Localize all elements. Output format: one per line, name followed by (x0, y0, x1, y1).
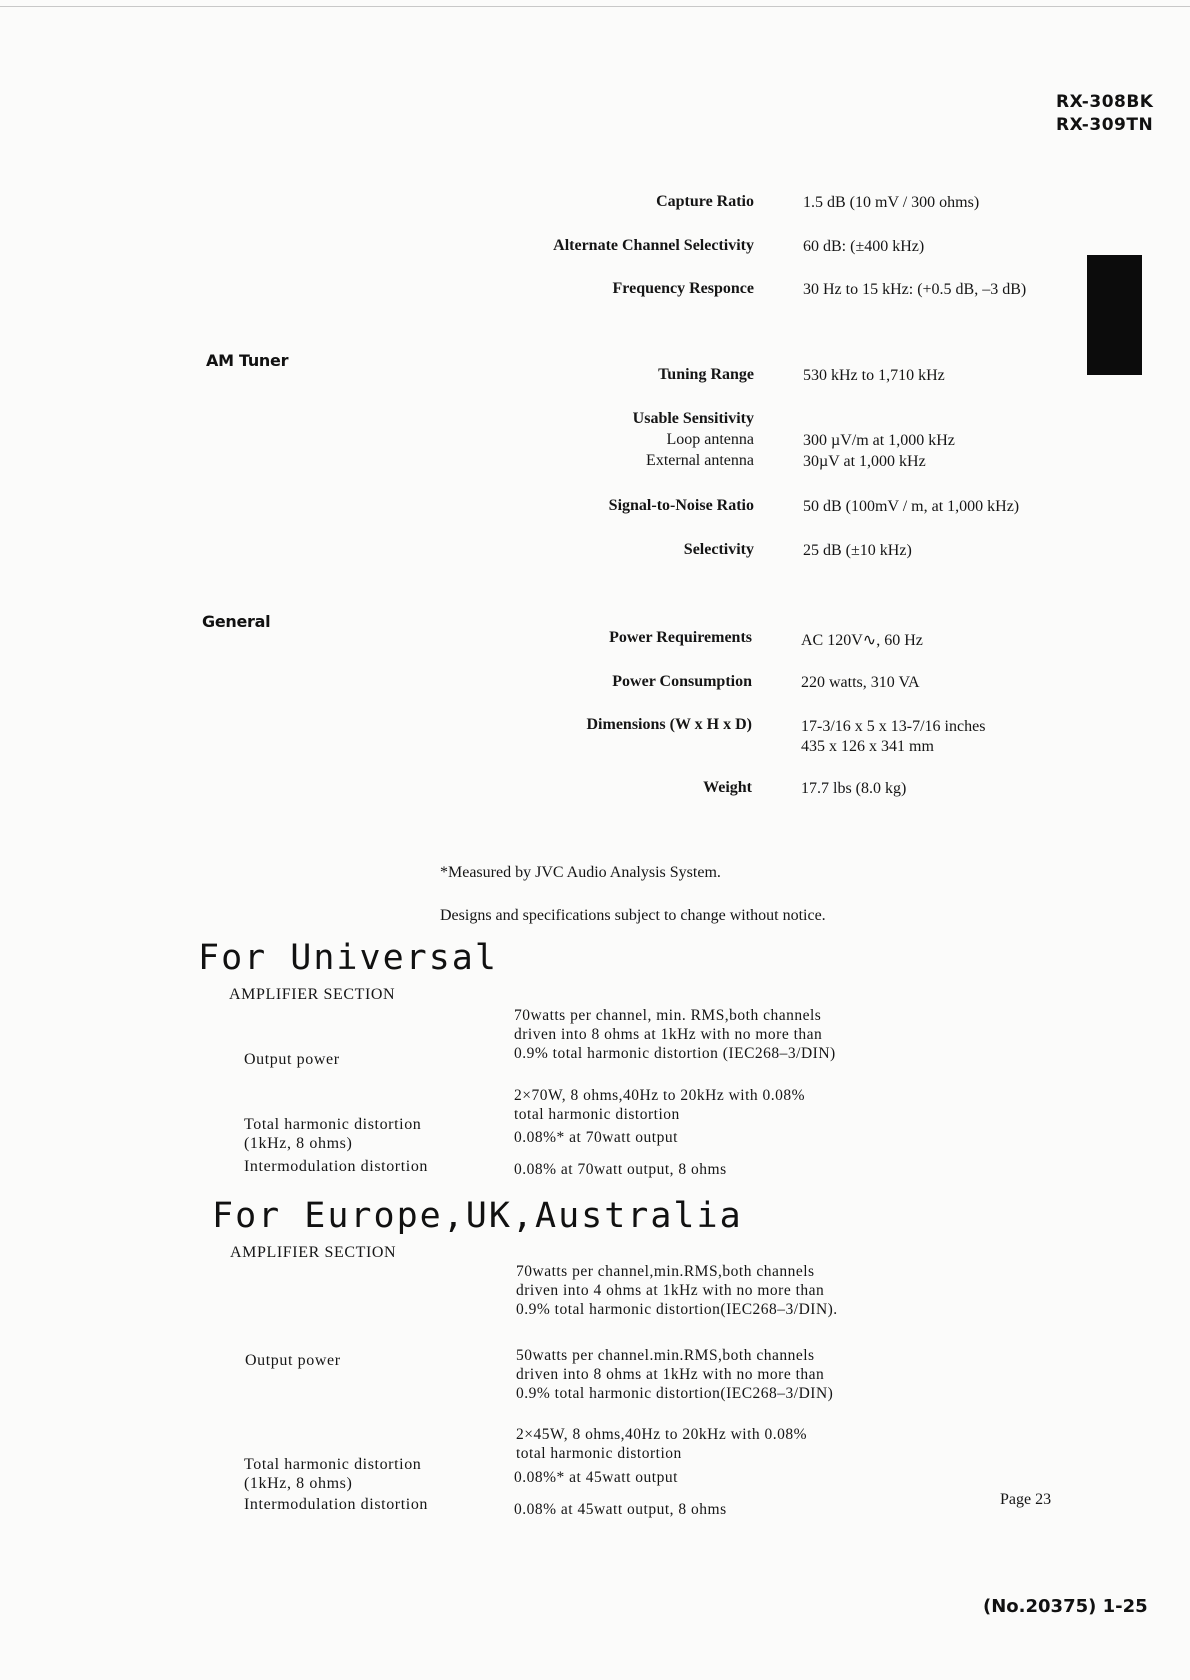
europe-op-b-line-3: 0.9% total harmonic distortion(IEC268–3/DIN) (516, 1385, 834, 1402)
universal-thd-condition: (1kHz, 8 ohms) (244, 1135, 353, 1152)
universal-output-power-label: Output power (244, 1051, 340, 1068)
europe-op-c-line-2: total harmonic distortion (516, 1445, 682, 1462)
section-tab-marker (1087, 255, 1142, 375)
europe-op-a-line-2: driven into 4 ohms at 1kHz with no more than (516, 1282, 825, 1299)
model-number-2: RX-309TN (1056, 115, 1154, 135)
page-number: Page 23 (1000, 1491, 1052, 1508)
model-number-1: RX-308BK (1056, 92, 1154, 112)
europe-thd-condition: (1kHz, 8 ohms) (244, 1475, 353, 1492)
selectivity-label: Selectivity (683, 541, 754, 558)
europe-thd-label: Total harmonic distortion (244, 1456, 422, 1473)
external-antenna-label: External antenna (646, 452, 754, 469)
designs-note: Designs and specifications subject to change without notice. (440, 907, 826, 924)
top-scan-line (0, 6, 1190, 7)
power-consumption-label: Power Consumption (612, 673, 752, 690)
europe-output-power-label: Output power (245, 1352, 341, 1369)
alt-channel-selectivity-label: Alternate Channel Selectivity (553, 237, 754, 254)
document-number: (No.20375) 1-25 (983, 1596, 1148, 1617)
power-consumption-value: 220 watts, 310 VA (801, 674, 920, 691)
universal-op-line-1: 70watts per channel, min. RMS,both channels (514, 1007, 822, 1024)
alt-channel-selectivity-value: 60 dB: (±400 kHz) (803, 238, 925, 255)
universal-op-line-3: 0.9% total harmonic distortion (IEC268–3/DIN) (514, 1045, 836, 1062)
weight-value: 17.7 lbs (8.0 kg) (801, 780, 907, 797)
universal-thd-label: Total harmonic distortion (244, 1116, 422, 1133)
dimensions-value-mm: 435 x 126 x 341 mm (801, 738, 934, 755)
loop-antenna-value: 300 µV/m at 1,000 kHz (803, 432, 955, 449)
universal-heading: For Universal (198, 938, 498, 978)
tuning-range-label: Tuning Range (658, 366, 754, 383)
weight-label: Weight (703, 779, 752, 796)
europe-op-c-line-1: 2×45W, 8 ohms,40Hz to 20kHz with 0.08% (516, 1426, 808, 1443)
universal-imd-label: Intermodulation distortion (244, 1158, 429, 1175)
frequency-response-value: 30 Hz to 15 kHz: (+0.5 dB, –3 dB) (803, 281, 1027, 298)
universal-op2-line-2: total harmonic distortion (514, 1106, 680, 1123)
power-requirements-label: Power Requirements (609, 629, 752, 646)
europe-op-a-line-1: 70watts per channel,min.RMS,both channels (516, 1263, 815, 1280)
universal-op2-line-1: 2×70W, 8 ohms,40Hz to 20kHz with 0.08% (514, 1087, 806, 1104)
universal-output-power-spec-2 (514, 1086, 805, 1124)
general-heading: General (202, 612, 271, 631)
usable-sensitivity-label: Usable Sensitivity (632, 410, 754, 427)
capture-ratio-label: Capture Ratio (656, 193, 754, 210)
europe-output-power-spec-8ohm (516, 1346, 833, 1403)
universal-thd-value: 0.08%* at 70watt output (514, 1129, 678, 1146)
dimensions-value-inches: 17-3/16 x 5 x 13-7/16 inches (801, 718, 986, 735)
europe-op-b-line-2: driven into 8 ohms at 1kHz with no more than (516, 1366, 825, 1383)
am-tuner-heading: AM Tuner (206, 351, 289, 370)
loop-antenna-label: Loop antenna (666, 431, 754, 448)
europe-thd-value: 0.08%* at 45watt output (514, 1469, 678, 1486)
europe-op-b-line-1: 50watts per channel.min.RMS,both channels (516, 1347, 815, 1364)
selectivity-value: 25 dB (±10 kHz) (803, 542, 912, 559)
europe-amplifier-section: AMPLIFIER SECTION (230, 1244, 397, 1261)
frequency-response-label: Frequency Responce (612, 280, 754, 297)
europe-imd-label: Intermodulation distortion (244, 1496, 429, 1513)
snr-label: Signal-to-Noise Ratio (608, 497, 754, 514)
capture-ratio-value: 1.5 dB (10 mV / 300 ohms) (803, 194, 980, 211)
europe-output-power-spec-2x45 (516, 1425, 807, 1463)
universal-output-power-spec (514, 1006, 836, 1063)
external-antenna-value: 30µV at 1,000 kHz (803, 453, 926, 470)
universal-amplifier-section: AMPLIFIER SECTION (229, 986, 396, 1003)
dimensions-label: Dimensions (W x H x D) (586, 716, 752, 733)
universal-imd-value: 0.08% at 70watt output, 8 ohms (514, 1161, 727, 1178)
europe-imd-value: 0.08% at 45watt output, 8 ohms (514, 1501, 727, 1518)
power-requirements-value: AC 120V∿, 60 Hz (801, 632, 923, 649)
tuning-range-value: 530 kHz to 1,710 kHz (803, 367, 945, 384)
measured-note: *Measured by JVC Audio Analysis System. (440, 864, 721, 881)
europe-heading: For Europe,UK,Australia (212, 1196, 743, 1236)
europe-op-a-line-3: 0.9% total harmonic distortion(IEC268–3/DIN). (516, 1301, 838, 1318)
universal-op-line-2: driven into 8 ohms at 1kHz with no more than (514, 1026, 823, 1043)
europe-output-power-spec-4ohm (516, 1262, 838, 1319)
snr-value: 50 dB (100mV / m, at 1,000 kHz) (803, 498, 1020, 515)
